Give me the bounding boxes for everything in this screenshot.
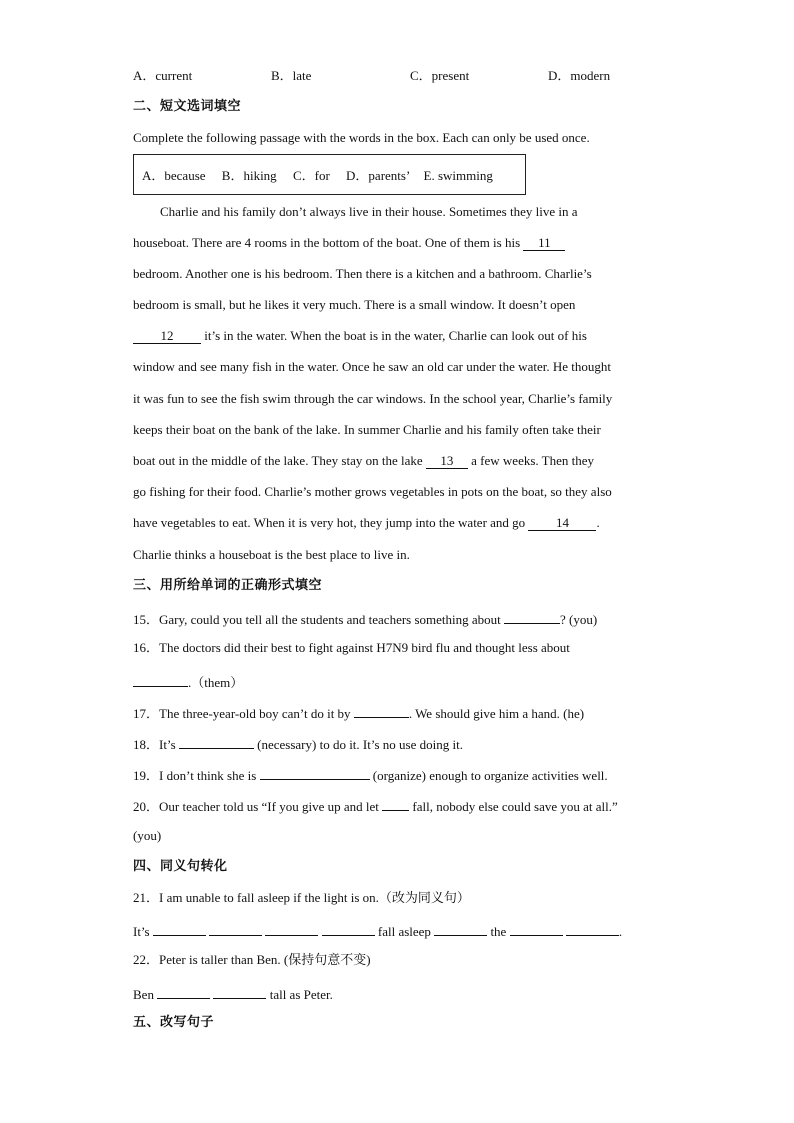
- passage-line: Charlie thinks a houseboat is the best place to live in.: [133, 547, 410, 562]
- question-16: 16．The doctors did their best to fight against H7N9 bird flu and thought less about: [133, 640, 570, 655]
- passage-line: bedroom. Another one is his bedroom. Then there is a kitchen and a bathroom. Charlie’s: [133, 266, 592, 281]
- passage-line: Charlie and his family don’t always live in their house. Sometimes they live in a: [160, 204, 578, 219]
- blank-13[interactable]: 13: [426, 454, 468, 469]
- question-15: 15．Gary, could you tell all the students and teachers something about ? (you): [133, 609, 597, 628]
- passage-line: houseboat. There are 4 rooms in the bottom of the boat. One of them is his 11: [133, 235, 565, 251]
- passage-line: 12 it’s in the water. When the boat is in the water, Charlie can look out of his: [133, 328, 587, 344]
- answer-blank[interactable]: [566, 921, 619, 936]
- option-a: A．current: [133, 68, 193, 83]
- question-17: 17．The three-year-old boy can’t do it by . We should give him a hand. (he): [133, 703, 584, 722]
- blank-11[interactable]: 11: [523, 236, 565, 251]
- option-d: D．modern: [548, 68, 611, 83]
- section3-heading: 三、用所给单词的正确形式填空: [133, 578, 323, 593]
- answer-blank[interactable]: [510, 921, 563, 936]
- passage-line: boat out in the middle of the lake. They stay on the lake 13 a few weeks. Then they: [133, 453, 595, 468]
- answer-blank[interactable]: [504, 609, 560, 624]
- answer-blank[interactable]: [209, 921, 262, 936]
- passage-line: go fishing for their food. Charlie’s mother grows vegetables in pots on the boat, so they also: [133, 484, 612, 499]
- answer-blank[interactable]: [133, 672, 188, 687]
- section2-heading: 二、短文选词填空: [133, 99, 242, 114]
- question-18: 18．It’s (necessary) to do it. It’s no use doing it.: [133, 734, 463, 753]
- answer-blank[interactable]: [153, 921, 206, 936]
- question-20-cont: (you): [133, 828, 162, 843]
- answer-blank[interactable]: [260, 765, 370, 780]
- answer-blank[interactable]: [157, 984, 210, 999]
- word-box-item: B．hiking: [221, 168, 277, 183]
- question-16-cont: .（them）: [133, 672, 243, 691]
- passage-line: keeps their boat on the bank of the lake. In summer Charlie and his family often take their: [133, 422, 601, 437]
- answer-blank[interactable]: [179, 734, 254, 749]
- blank-12[interactable]: 12: [133, 329, 201, 344]
- passage-line: bedroom is small, but he likes it very much. There is a small window. It doesn’t open: [133, 297, 576, 312]
- answer-blank[interactable]: [213, 984, 266, 999]
- section5-heading: 五、改写句子: [133, 1015, 215, 1030]
- answer-blank[interactable]: [265, 921, 318, 936]
- answer-blank[interactable]: [354, 703, 409, 718]
- question-22-answer: Ben tall as Peter.: [133, 984, 333, 1003]
- question-20: 20．Our teacher told us “If you give up and let fall, nobody else could save you at all.”: [133, 796, 618, 815]
- question-21: 21．I am unable to fall asleep if the light is on.（改为同义句）: [133, 890, 470, 905]
- word-box: [133, 154, 526, 195]
- blank-14[interactable]: 14: [528, 516, 596, 531]
- passage-line: have vegetables to eat. When it is very hot, they jump into the water and go 14 .: [133, 515, 600, 530]
- option-b: B．late: [271, 68, 312, 83]
- section4-heading: 四、同义句转化: [133, 859, 228, 874]
- section2-instruction: Complete the following passage with the words in the box. Each can only be used once.: [133, 130, 590, 145]
- question-22: 22．Peter is taller than Ben. (保持句意不变): [133, 952, 371, 967]
- passage-line: it was fun to see the fish swim through the car windows. In the school year, Charlie’s family: [133, 391, 613, 406]
- word-box-item: C．for: [292, 168, 330, 183]
- answer-blank[interactable]: [322, 921, 375, 936]
- word-box-item: D．parents’: [346, 168, 411, 183]
- question-19: 19．I don’t think she is (organize) enough to organize activities well.: [133, 765, 608, 784]
- question-21-answer: It’s fall asleep the .: [133, 921, 622, 940]
- answer-blank[interactable]: [434, 921, 487, 936]
- option-c: C．present: [410, 68, 470, 83]
- answer-blank[interactable]: [382, 796, 409, 811]
- word-box-item: E. swimming: [423, 168, 493, 183]
- passage-line: window and see many fish in the water. Once he saw an old car under the water. He thought: [133, 359, 611, 374]
- word-box-item: A．because: [142, 168, 206, 183]
